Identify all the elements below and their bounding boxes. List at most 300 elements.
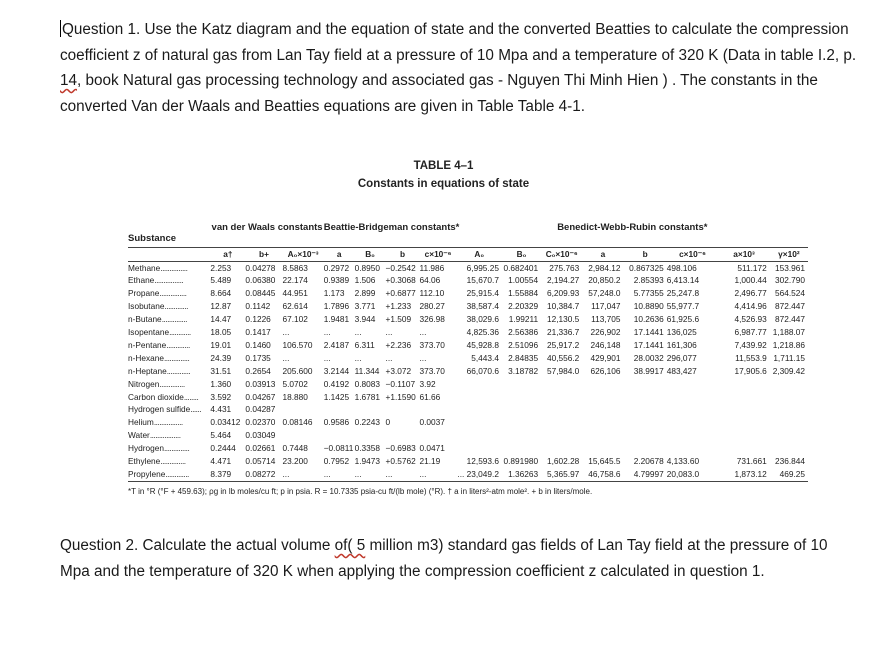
table-cell: 7,439.92 xyxy=(734,339,767,350)
column-header: b xyxy=(624,247,667,261)
table-cell: 1.506 xyxy=(354,275,376,286)
table-cell: +2.236 xyxy=(385,339,412,350)
table-cell: 2.85393 xyxy=(633,275,664,286)
table-cell: ... xyxy=(323,327,331,338)
leader-dots: ........ xyxy=(183,391,199,402)
table-cell: 0.8083 xyxy=(354,378,380,389)
leader-dots: ............. xyxy=(166,339,190,350)
question-1-text-b: , book Natural gas processing technology and associated gas - Nguyen Thi Minh Hien ) . The constants in the converted Van der Waals and Beatties equations are given in Table Table 4-1. xyxy=(60,72,818,115)
table-cell xyxy=(624,442,667,455)
question-2-text-a: Question 2. Calculate the actual volume xyxy=(60,537,335,554)
table-cell: 0.7448 xyxy=(282,443,308,454)
table-cell: 0.04267 xyxy=(245,391,276,402)
table-cell: −0.2542 xyxy=(385,262,416,273)
leader-dots: ............. xyxy=(165,469,189,479)
table-cell: 17.1441 xyxy=(633,327,664,338)
substance-name xyxy=(128,468,210,481)
table-cell: ... xyxy=(354,469,362,479)
table-cell: 2,496.77 xyxy=(734,288,767,299)
table-cell: 0.1417 xyxy=(245,327,271,338)
substance-label: Propane xyxy=(128,288,160,299)
column-header: c×10⁻⁶ xyxy=(420,247,457,261)
substance-label: Isopentane xyxy=(128,327,170,338)
substance-label: Propylene xyxy=(128,469,166,479)
substance-label: Carbon dioxide xyxy=(128,391,184,402)
table-cell: 18.880 xyxy=(282,391,308,402)
table-cell: 45,928.8 xyxy=(466,339,499,350)
table-cell xyxy=(502,403,541,416)
table-cell: 18.05 xyxy=(210,327,232,338)
substance-label: Methane xyxy=(128,262,161,273)
table-cell xyxy=(457,429,502,442)
table-cell: +0.5762 xyxy=(385,456,416,467)
leader-dots: .............. xyxy=(163,443,190,454)
table-title xyxy=(0,157,887,193)
substance-label: n-Pentane xyxy=(128,339,167,350)
table-cell xyxy=(582,403,623,416)
table-cell: 106.570 xyxy=(282,339,313,350)
table-cell xyxy=(541,442,582,455)
table-cell: ... xyxy=(323,469,331,479)
table-cell: 0.0471 xyxy=(419,443,445,454)
table-cell: 17.1441 xyxy=(633,339,664,350)
table-cell: 236.844 xyxy=(775,456,805,467)
substance-label: Isobutane xyxy=(128,301,165,312)
table-cell: 5.489 xyxy=(210,275,232,286)
table-cell: 61,925.6 xyxy=(666,314,700,325)
table-cell: 205.600 xyxy=(282,365,313,376)
table-cell: 6,987.77 xyxy=(734,327,767,338)
question-2 xyxy=(60,533,860,584)
table-cell: ... xyxy=(385,327,393,338)
table-cell: 17,905.6 xyxy=(734,365,767,376)
table-cell: 511.172 xyxy=(737,262,767,273)
table-cell xyxy=(541,378,582,391)
table-cell: 1.55884 xyxy=(508,288,539,299)
table-cell: 55,977.7 xyxy=(666,301,700,312)
table-cell: 38,587.4 xyxy=(466,301,499,312)
table-cell: 3.592 xyxy=(210,391,232,402)
table-cell xyxy=(624,378,667,391)
table-cell xyxy=(718,442,770,455)
table-cell: 14.47 xyxy=(210,314,232,325)
table-cell: 67.102 xyxy=(282,314,308,325)
table-cell: 872.447 xyxy=(775,301,805,312)
table-row xyxy=(128,416,808,429)
table-cell xyxy=(420,403,457,416)
table-cell xyxy=(582,378,623,391)
table-row xyxy=(128,403,808,416)
table-cell: 483,427 xyxy=(666,365,697,376)
table-cell: 11,553.9 xyxy=(735,352,767,363)
substance-name xyxy=(128,442,210,455)
table-cell: 1.360 xyxy=(210,378,232,389)
table-cell xyxy=(667,429,719,442)
table-cell: 112.10 xyxy=(419,288,445,299)
table-cell: +3.072 xyxy=(385,365,412,376)
table-cell: 4.79997 xyxy=(633,469,664,479)
table-cell xyxy=(541,403,582,416)
table-cell xyxy=(541,429,582,442)
table-cell: 226,902 xyxy=(590,327,621,338)
table-cell: 2.20678 xyxy=(633,456,664,467)
table-cell: +1.233 xyxy=(385,301,412,312)
table-cell: 0.03412 xyxy=(210,417,241,428)
table-cell: 3.18782 xyxy=(508,365,539,376)
table-cell: ... xyxy=(385,469,393,479)
column-header: B₀ xyxy=(355,247,386,261)
leader-dots: .............. xyxy=(160,456,186,467)
table-cell: 25,917.2 xyxy=(547,339,580,350)
table-cell xyxy=(770,378,808,391)
table-cell: 153.961 xyxy=(775,262,805,273)
table-cell: 20,083.0 xyxy=(666,469,700,479)
table-cell: 0.1735 xyxy=(245,352,271,363)
table-cell xyxy=(457,403,502,416)
table-cell: 731.661 xyxy=(736,456,767,467)
table-cell xyxy=(283,429,324,442)
table-cell xyxy=(770,442,808,455)
substance-label: Nitrogen xyxy=(128,378,160,389)
table-cell xyxy=(541,391,582,404)
table-cell: ... xyxy=(282,327,290,338)
table-cell xyxy=(667,403,719,416)
table-cell: 5.0702 xyxy=(282,378,308,389)
leader-dots: ................. xyxy=(149,430,181,441)
substance-name xyxy=(128,365,210,378)
table-cell: 0.03913 xyxy=(245,378,276,389)
table-cell: 4.431 xyxy=(210,404,232,415)
table-cell: 1,602.28 xyxy=(547,456,580,467)
constants-table xyxy=(128,197,808,496)
column-header: C₀×10⁻⁶ xyxy=(541,247,582,261)
table-cell: 8.664 xyxy=(210,288,232,299)
table-cell: ... xyxy=(354,327,362,338)
table-cell: 28.0032 xyxy=(633,352,664,363)
table-cell: 0.08445 xyxy=(245,288,276,299)
substance-name xyxy=(128,326,210,339)
table-cell xyxy=(502,416,541,429)
table-cell: 1.9481 xyxy=(323,314,350,325)
table-cell: 40,556.2 xyxy=(547,352,580,363)
table-cell: +1.1590 xyxy=(385,391,416,402)
table-cell xyxy=(502,442,541,455)
table-cell: 10,384.7 xyxy=(547,301,580,312)
table-cell: 66,070.6 xyxy=(466,365,499,376)
table-cell: 0.04287 xyxy=(245,404,276,415)
table-row xyxy=(128,455,808,468)
table-cell: 246,148 xyxy=(590,339,621,350)
table-cell: 0 xyxy=(385,417,391,428)
substance-label: Ethylene xyxy=(128,456,161,467)
table-cell: +0.3068 xyxy=(385,275,416,286)
table-cell: 2,984.12 xyxy=(588,262,621,273)
substance-label: n-Heptane xyxy=(128,365,167,376)
table-cell: 11.344 xyxy=(354,365,380,376)
table-cell: 10.8890 xyxy=(633,301,664,312)
table-cell: 15,645.5 xyxy=(588,456,621,467)
substance-name xyxy=(128,274,210,287)
table-cell: 19.01 xyxy=(210,339,232,350)
substance-name xyxy=(128,261,210,274)
table-cell: 872.447 xyxy=(775,314,805,325)
substance-label: Water xyxy=(128,430,150,441)
table-cell: 3.92 xyxy=(419,378,436,389)
table-cell: 57,984.0 xyxy=(547,365,580,376)
table-row xyxy=(128,378,808,391)
table-cell: 0.2654 xyxy=(245,365,271,376)
table-cell: 0.9586 xyxy=(323,417,350,428)
table-cell: 5.77355 xyxy=(633,288,664,299)
substance-name xyxy=(128,378,210,391)
column-header: b+ xyxy=(245,247,282,261)
table-cell: 117,047 xyxy=(591,301,621,312)
table-cell: 0.8950 xyxy=(354,262,380,273)
table-cell xyxy=(541,416,582,429)
table-cell xyxy=(718,429,770,442)
substance-name xyxy=(128,429,210,442)
table-cell: 8.5863 xyxy=(282,262,308,273)
substance-label: n-Butane xyxy=(128,314,162,325)
table-cell: 280.27 xyxy=(419,301,445,312)
table-cell: 1,711.15 xyxy=(773,352,805,363)
substance-name xyxy=(128,339,210,352)
table-row xyxy=(128,391,808,404)
table-cell: 2.84835 xyxy=(508,352,539,363)
column-header: b xyxy=(386,247,420,261)
column-header: c×10⁻⁶ xyxy=(667,247,719,261)
table-cell: +1.509 xyxy=(385,314,412,325)
table-cell: 564.524 xyxy=(775,288,805,299)
table-cell: 0.05714 xyxy=(245,456,276,467)
table-cell: 1,218.86 xyxy=(772,339,805,350)
table-number: TABLE 4–1 xyxy=(413,160,474,172)
table-caption: Constants in equations of state xyxy=(357,178,530,190)
table-cell xyxy=(718,403,770,416)
table-cell: −0.6983 xyxy=(385,443,416,454)
table-footnote: *T in °R (°F + 459.63); ρg in lb moles/cu ft; p in psia. R = 10.7335 psia-cu ft/(lb mole) (°R). † a in liters²-atm mole². + b in liters/mole. xyxy=(128,481,808,496)
table-cell: 4,825.36 xyxy=(466,327,499,338)
flagged-text: of( 5 xyxy=(334,537,366,554)
table-cell: 11.986 xyxy=(419,262,445,273)
table-cell: 1,188.07 xyxy=(772,327,805,338)
table-cell xyxy=(582,442,623,455)
text-cursor xyxy=(60,20,61,37)
table-cell: 31.51 xyxy=(210,365,232,376)
table-cell: 4,414.96 xyxy=(734,301,767,312)
table-cell: 64.06 xyxy=(419,275,441,286)
table-cell xyxy=(355,429,386,442)
table-cell: 61.66 xyxy=(419,391,441,402)
table-cell: ... xyxy=(282,469,290,479)
column-header: a xyxy=(582,247,623,261)
table-cell: 0.3358 xyxy=(354,443,380,454)
table-cell xyxy=(624,429,667,442)
table-cell: 0.02661 xyxy=(245,443,276,454)
table-cell: 57,248.0 xyxy=(588,288,621,299)
table-cell: 22.174 xyxy=(282,275,308,286)
table-cell: ... xyxy=(354,352,362,363)
header-bwr: Benedict-Webb-Rubin constants* xyxy=(557,221,708,233)
table-cell xyxy=(283,403,324,416)
table-cell: 0.0037 xyxy=(419,417,445,428)
column-header: a×10³ xyxy=(718,247,770,261)
table-cell: 23.200 xyxy=(282,456,308,467)
table-cell: 25,915.4 xyxy=(466,288,499,299)
table-cell: 2.56386 xyxy=(508,327,539,338)
table-row xyxy=(128,313,808,326)
table-cell xyxy=(457,378,502,391)
table-cell xyxy=(667,442,719,455)
table-cell: ... xyxy=(419,352,427,363)
table-cell: 275.763 xyxy=(549,262,580,273)
substance-label: n-Hexane xyxy=(128,352,164,363)
table-cell: 6.311 xyxy=(354,339,375,350)
table-cell: 8.379 xyxy=(210,469,232,479)
table-row xyxy=(128,274,808,287)
table-cell xyxy=(582,429,623,442)
table-cell: 302.790 xyxy=(775,275,805,286)
table-cell: 2.253 xyxy=(210,262,232,273)
table-cell: 4.471 xyxy=(210,456,232,467)
table-cell: 4,526.93 xyxy=(734,314,767,325)
table-cell: 373.70 xyxy=(419,365,445,376)
table-cell xyxy=(502,391,541,404)
table-cell: 0.682401 xyxy=(503,262,539,273)
table-cell: −0.0811 xyxy=(323,443,354,454)
table-cell: ... xyxy=(282,352,290,363)
substance-name xyxy=(128,313,210,326)
substance-name xyxy=(128,287,210,300)
table-cell xyxy=(386,403,420,416)
table-cell: 0.891980 xyxy=(503,456,539,467)
substance-label: Hydrogen sulfide xyxy=(128,404,191,415)
table-cell: 2.51096 xyxy=(508,339,539,350)
table-cell: 21,336.7 xyxy=(547,327,580,338)
table-row xyxy=(128,300,808,313)
table-cell xyxy=(582,416,623,429)
table-cell xyxy=(386,429,420,442)
table-cell: 5,365.97 xyxy=(547,469,580,479)
table-cell: 1.6781 xyxy=(354,391,380,402)
table-cell: 0.03049 xyxy=(245,430,276,441)
table-cell: 38,029.6 xyxy=(466,314,499,325)
table-cell: 0.02370 xyxy=(245,417,276,428)
table-cell: 161,306 xyxy=(666,339,697,350)
table-cell: 44.951 xyxy=(282,288,308,299)
table-cell xyxy=(770,429,808,442)
table-cell: ... 23,049.2 xyxy=(457,469,499,479)
table-cell: 1.173 xyxy=(323,288,345,299)
table-cell: 2,309.42 xyxy=(772,365,805,376)
table-cell: 429,901 xyxy=(590,352,621,363)
leader-dots: ............ xyxy=(169,327,191,338)
header-substance: Substance xyxy=(128,232,177,244)
table-cell xyxy=(718,378,770,391)
table-cell: 0.08146 xyxy=(282,417,313,428)
question-1 xyxy=(60,17,860,119)
table-cell: 2.899 xyxy=(354,288,376,299)
table-cell: 2,194.27 xyxy=(547,275,580,286)
table-cell: 1.7896 xyxy=(323,301,350,312)
table-cell: +0.6877 xyxy=(385,288,416,299)
substance-name xyxy=(128,455,210,468)
table-cell xyxy=(667,378,719,391)
table-cell: 2.4187 xyxy=(323,339,350,350)
leader-dots: ............. xyxy=(166,365,191,376)
table-cell xyxy=(624,391,667,404)
table-row xyxy=(128,365,808,378)
table-cell xyxy=(624,416,667,429)
table-cell: 5,443.4 xyxy=(471,352,499,363)
table-cell xyxy=(770,403,808,416)
table-cell: 0.2444 xyxy=(210,443,236,454)
table-cell: 12,130.5 xyxy=(547,314,580,325)
table-cell: 5.464 xyxy=(210,430,232,441)
column-header: a† xyxy=(210,247,245,261)
table-cell: 326.98 xyxy=(419,314,445,325)
table-cell: 1.1425 xyxy=(323,391,350,402)
table-cell xyxy=(457,442,502,455)
table-cell: 1,000.44 xyxy=(734,275,767,286)
table-cell: 0.06380 xyxy=(245,275,276,286)
table-cell: 6,413.14 xyxy=(666,275,700,286)
table-cell: 1,873.12 xyxy=(734,469,767,479)
table-cell xyxy=(420,429,457,442)
substance-label: Hydrogen xyxy=(128,443,164,454)
leader-dots: ............... xyxy=(160,262,188,273)
table-cell: 3.771 xyxy=(354,301,376,312)
table-cell: 626,106 xyxy=(590,365,621,376)
table-cell xyxy=(770,391,808,404)
table-cell xyxy=(457,416,502,429)
table-cell: 136,025 xyxy=(666,327,697,338)
table-row xyxy=(128,352,808,365)
table-cell: 6,209.93 xyxy=(547,288,580,299)
table-cell xyxy=(718,391,770,404)
substance-name xyxy=(128,300,210,313)
table-cell: 0.1226 xyxy=(245,314,271,325)
table-row xyxy=(128,468,808,481)
substance-name xyxy=(128,352,210,365)
table-cell xyxy=(324,429,355,442)
table-cell: 113,705 xyxy=(591,314,621,325)
table-cell xyxy=(502,378,541,391)
leader-dots: .............. xyxy=(159,378,185,389)
question-2-text-b: million m3) standard gas fields of Lan Tay field at the pressure of 10 Mpa and the temperature of 320 K when applying the compression coefficient z calculated in question 1. xyxy=(60,537,828,580)
column-header: A₀×10⁻³ xyxy=(283,247,324,261)
table-cell: 21.19 xyxy=(419,456,441,467)
table-cell: 0.1142 xyxy=(245,301,271,312)
table-cell: 373.70 xyxy=(419,339,445,350)
header-bb: Beattie-Bridgeman constants* xyxy=(323,221,460,233)
table-cell xyxy=(502,429,541,442)
table-cell: 2.20329 xyxy=(508,301,539,312)
table-cell xyxy=(582,391,623,404)
table-row xyxy=(128,261,808,274)
substance-name xyxy=(128,416,210,429)
table-cell: 0.04278 xyxy=(245,262,276,273)
header-vdw: van der Waals constants xyxy=(211,221,323,233)
table-cell: 0.2972 xyxy=(323,262,350,273)
table-cell: 15,670.7 xyxy=(466,275,499,286)
table-row xyxy=(128,326,808,339)
leader-dots: ................ xyxy=(153,417,183,428)
table-cell xyxy=(355,403,386,416)
table-cell: 0.867325 xyxy=(629,262,664,273)
table-cell: 498.106 xyxy=(666,262,697,273)
table-cell: 20,850.2 xyxy=(588,275,621,286)
